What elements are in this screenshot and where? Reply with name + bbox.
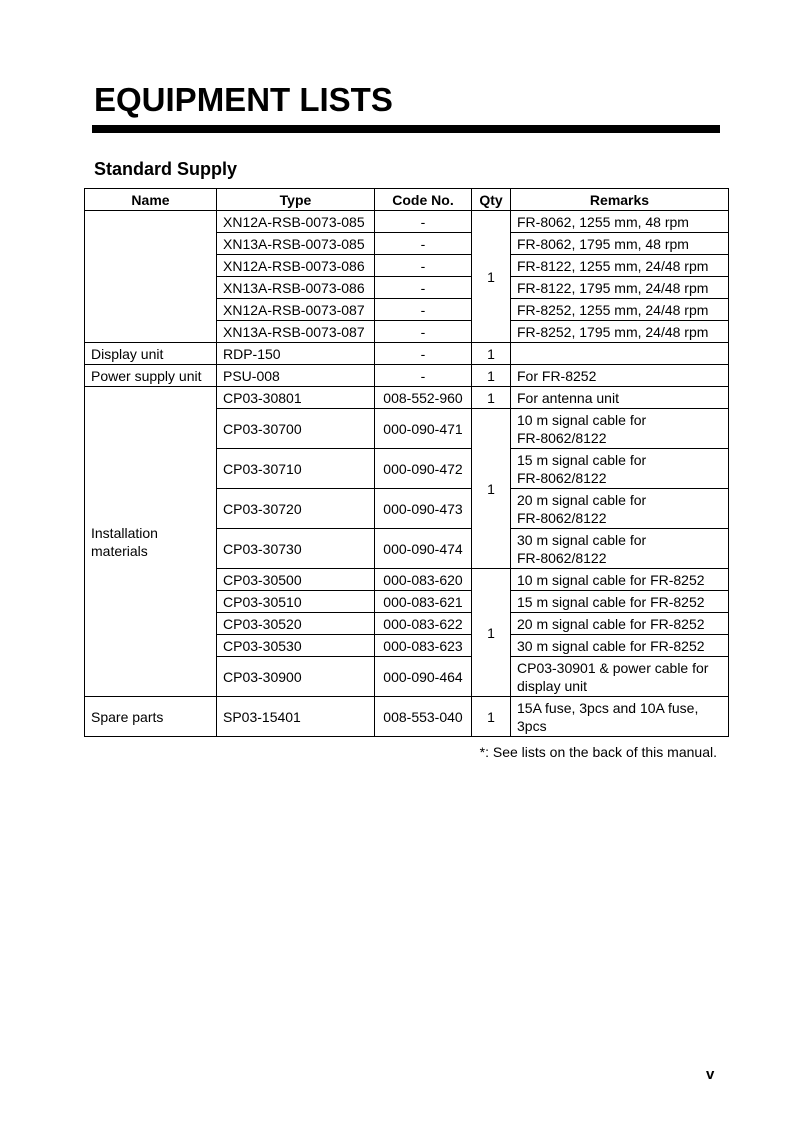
name-line: materials	[91, 542, 148, 559]
cell-name: Spare parts	[85, 697, 217, 737]
cell-type: XN13A-RSB-0073-087	[217, 321, 375, 343]
table-header-row	[85, 189, 729, 211]
table-row	[85, 365, 729, 387]
cell-type: CP03-30530	[217, 635, 375, 657]
remarks-line: FR-8062/8122	[517, 469, 607, 486]
cell-qty: 1	[472, 343, 511, 365]
cell-code: 000-090-464	[375, 657, 472, 697]
cell-type: XN13A-RSB-0073-086	[217, 277, 375, 299]
cell-remarks: For antenna unit	[511, 387, 729, 409]
table-row	[85, 343, 729, 365]
cell-qty: 1	[472, 211, 511, 343]
cell-type: XN13A-RSB-0073-085	[217, 233, 375, 255]
cell-remarks	[511, 697, 729, 737]
cell-remarks: FR-8122, 1255 mm, 24/48 rpm	[511, 255, 729, 277]
cell-code: -	[375, 365, 472, 387]
cell-code: 000-083-620	[375, 569, 472, 591]
standard-supply-table	[84, 188, 729, 737]
cell-remarks	[511, 409, 729, 449]
cell-code: -	[375, 299, 472, 321]
cell-code: 000-083-623	[375, 635, 472, 657]
cell-type: CP03-30520	[217, 613, 375, 635]
remarks-line: FR-8062/8122	[517, 509, 607, 526]
cell-qty: 1	[472, 387, 511, 409]
cell-name-installation-materials	[85, 387, 217, 697]
remarks-line: CP03-30901 & power cable for	[517, 659, 709, 676]
cell-remarks: FR-8062, 1795 mm, 48 rpm	[511, 233, 729, 255]
header-name: Name	[85, 189, 217, 211]
cell-type: CP03-30801	[217, 387, 375, 409]
cell-code: 000-090-471	[375, 409, 472, 449]
cell-remarks	[511, 657, 729, 697]
cell-code: -	[375, 321, 472, 343]
cell-qty: 1	[472, 697, 511, 737]
remarks-line: 10 m signal cable for	[517, 411, 647, 428]
table-row	[85, 211, 729, 233]
remarks-line: FR-8062/8122	[517, 429, 607, 446]
cell-remarks: FR-8122, 1795 mm, 24/48 rpm	[511, 277, 729, 299]
cell-type: CP03-30500	[217, 569, 375, 591]
remarks-line: FR-8062/8122	[517, 549, 607, 566]
cell-code: 000-090-474	[375, 529, 472, 569]
cell-remarks	[511, 449, 729, 489]
cell-remarks	[511, 489, 729, 529]
name-line: Installation	[91, 524, 158, 541]
header-type: Type	[217, 189, 375, 211]
cell-code: -	[375, 233, 472, 255]
cell-code: 000-090-472	[375, 449, 472, 489]
cell-code: -	[375, 277, 472, 299]
cell-code: -	[375, 211, 472, 233]
cell-remarks: For FR-8252	[511, 365, 729, 387]
table-row	[85, 697, 729, 737]
cell-code: -	[375, 343, 472, 365]
cell-code: 008-553-040	[375, 697, 472, 737]
cell-type: CP03-30730	[217, 529, 375, 569]
cell-qty: 1	[472, 569, 511, 697]
cell-code: -	[375, 255, 472, 277]
cell-code: 000-083-621	[375, 591, 472, 613]
cell-name: Power supply unit	[85, 365, 217, 387]
cell-remarks: 10 m signal cable for FR-8252	[511, 569, 729, 591]
cell-code: 000-090-473	[375, 489, 472, 529]
title-rule	[92, 125, 720, 133]
header-code-no: Code No.	[375, 189, 472, 211]
cell-qty: 1	[472, 409, 511, 569]
remarks-line: 3pcs	[517, 717, 547, 734]
cell-remarks: 15 m signal cable for FR-8252	[511, 591, 729, 613]
header-qty: Qty	[472, 189, 511, 211]
cell-code: 008-552-960	[375, 387, 472, 409]
remarks-line: 20 m signal cable for	[517, 491, 647, 508]
remarks-line: 15 m signal cable for	[517, 451, 647, 468]
header-remarks: Remarks	[511, 189, 729, 211]
table-row	[85, 387, 729, 409]
cell-type: RDP-150	[217, 343, 375, 365]
cell-name	[85, 211, 217, 343]
cell-remarks	[511, 343, 729, 365]
cell-code: 000-083-622	[375, 613, 472, 635]
cell-type: CP03-30700	[217, 409, 375, 449]
cell-type: PSU-008	[217, 365, 375, 387]
page-number: v	[706, 1066, 715, 1083]
footnote: *: See lists on the back of this manual.	[479, 744, 717, 760]
cell-type: CP03-30900	[217, 657, 375, 697]
page-title: EQUIPMENT LISTS	[94, 81, 393, 118]
remarks-line: display unit	[517, 677, 588, 694]
cell-name: Display unit	[85, 343, 217, 365]
cell-remarks: FR-8252, 1795 mm, 24/48 rpm	[511, 321, 729, 343]
cell-type: XN12A-RSB-0073-085	[217, 211, 375, 233]
cell-remarks: 30 m signal cable for FR-8252	[511, 635, 729, 657]
cell-remarks: FR-8252, 1255 mm, 24/48 rpm	[511, 299, 729, 321]
cell-remarks	[511, 529, 729, 569]
remarks-line: 15A fuse, 3pcs and 10A fuse,	[517, 699, 699, 716]
cell-qty: 1	[472, 365, 511, 387]
cell-type: CP03-30720	[217, 489, 375, 529]
remarks-line: 30 m signal cable for	[517, 531, 647, 548]
cell-remarks: 20 m signal cable for FR-8252	[511, 613, 729, 635]
cell-type: SP03-15401	[217, 697, 375, 737]
cell-type: CP03-30710	[217, 449, 375, 489]
cell-remarks: FR-8062, 1255 mm, 48 rpm	[511, 211, 729, 233]
section-heading: Standard Supply	[94, 159, 238, 179]
cell-type: XN12A-RSB-0073-087	[217, 299, 375, 321]
cell-type: XN12A-RSB-0073-086	[217, 255, 375, 277]
cell-type: CP03-30510	[217, 591, 375, 613]
